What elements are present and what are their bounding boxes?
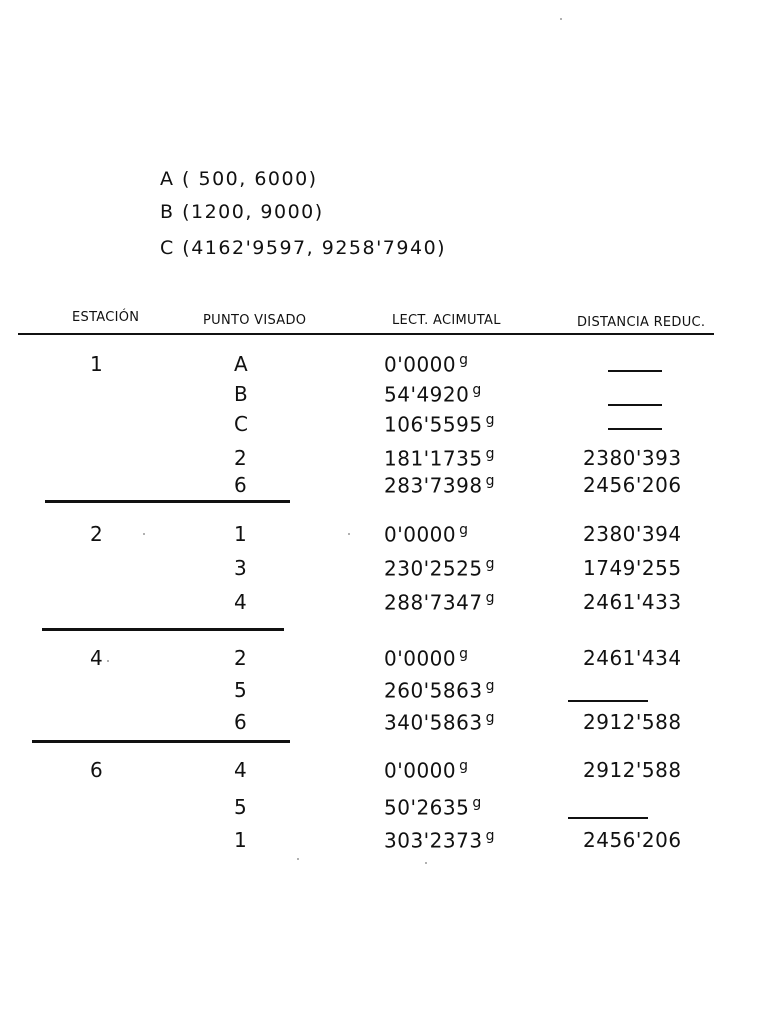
- header-lectura-acimutal: LECT. ACIMUTAL: [392, 313, 501, 328]
- grad-unit-symbol: g: [472, 795, 482, 811]
- lectura-acimutal-value: 340'5863: [384, 710, 483, 735]
- distancia-reducida-value: 2456'206: [583, 473, 682, 497]
- lectura-acimutal-value: 0'0000: [384, 646, 457, 671]
- lectura-acimutal-cell: [384, 678, 495, 703]
- grad-unit-symbol: g: [485, 446, 495, 462]
- distancia-empty-dash: [608, 370, 662, 372]
- scan-speck: [297, 858, 299, 860]
- distancia-empty-dash: [608, 404, 662, 406]
- lectura-acimutal-value: 50'2635: [384, 795, 470, 820]
- punto-visado-value: 6: [234, 473, 248, 497]
- distancia-reducida-value: 2380'394: [583, 522, 682, 546]
- distancia-reducida-value: 2912'588: [583, 758, 682, 782]
- estacion-value: 4: [90, 646, 104, 670]
- distancia-reducida-value: 2461'434: [583, 646, 682, 670]
- header-estacion: ESTACIÓN: [72, 310, 140, 325]
- lectura-acimutal-value: 0'0000: [384, 758, 457, 783]
- distancia-reducida-value: 2380'393: [583, 446, 682, 470]
- grad-unit-symbol: g: [485, 590, 495, 606]
- lectura-acimutal-value: 0'0000: [384, 522, 457, 547]
- grad-unit-symbol: g: [472, 382, 482, 398]
- table-row: [0, 446, 768, 476]
- point-c-coordinates: C (4162'9597, 9258'7940): [160, 237, 447, 259]
- scan-speck: [425, 862, 427, 864]
- table-row: [0, 646, 768, 676]
- lectura-acimutal-cell: [384, 352, 469, 377]
- grad-unit-symbol: g: [485, 473, 495, 489]
- punto-visado-value: 1: [234, 522, 248, 546]
- header-distancia-reducida: DISTANCIA REDUC.: [577, 315, 706, 330]
- lectura-acimutal-cell: [384, 590, 495, 615]
- lectura-acimutal-value: 0'0000: [384, 352, 457, 377]
- lectura-acimutal-cell: [384, 828, 495, 853]
- distancia-reducida-value: 2912'588: [583, 710, 682, 734]
- distancia-reducida-value: 2456'206: [583, 828, 682, 852]
- estacion-value: 1: [90, 352, 104, 376]
- punto-visado-value: A: [234, 352, 249, 376]
- scan-speck: [143, 533, 145, 535]
- lectura-acimutal-value: 54'4920: [384, 382, 470, 407]
- lectura-acimutal-cell: [384, 646, 469, 671]
- distancia-reducida-value: 1749'255: [583, 556, 682, 580]
- table-row: [0, 522, 768, 552]
- grad-unit-symbol: g: [485, 828, 495, 844]
- table-row: [0, 412, 768, 442]
- punto-visado-value: 3: [234, 556, 248, 580]
- grad-unit-symbol: g: [485, 412, 495, 428]
- lectura-acimutal-value: 106'5595: [384, 412, 483, 437]
- point-b-coordinates: B (1200, 9000): [160, 201, 324, 223]
- table-row: [0, 678, 768, 708]
- point-a-coordinates: A ( 500, 6000): [160, 168, 318, 190]
- punto-visado-value: 4: [234, 590, 248, 614]
- lectura-acimutal-cell: [384, 758, 469, 783]
- lectura-acimutal-cell: [384, 473, 495, 498]
- table-row: [0, 556, 768, 586]
- lectura-acimutal-cell: [384, 446, 495, 471]
- table-row: [0, 382, 768, 412]
- lectura-acimutal-cell: [384, 795, 482, 820]
- table-row: [0, 758, 768, 788]
- lectura-acimutal-value: 260'5863: [384, 678, 483, 703]
- table-row: [0, 590, 768, 620]
- table-row: [0, 795, 768, 825]
- lectura-acimutal-value: 303'2373: [384, 828, 483, 853]
- header-rule: [18, 333, 714, 335]
- scan-speck: [560, 18, 562, 20]
- distancia-empty-dash: [568, 700, 648, 702]
- group-separator: [42, 628, 284, 631]
- lectura-acimutal-cell: [384, 382, 482, 407]
- lectura-acimutal-cell: [384, 556, 495, 581]
- table-row: [0, 828, 768, 858]
- punto-visado-value: 5: [234, 678, 248, 702]
- grad-unit-symbol: g: [485, 710, 495, 726]
- punto-visado-value: 6: [234, 710, 248, 734]
- header-punto-visado: PUNTO VISADO: [203, 313, 307, 328]
- group-separator: [32, 740, 290, 743]
- grad-unit-symbol: g: [459, 758, 469, 774]
- grad-unit-symbol: g: [459, 522, 469, 538]
- estacion-value: 2: [90, 522, 104, 546]
- lectura-acimutal-value: 230'2525: [384, 556, 483, 581]
- distancia-empty-dash: [568, 817, 648, 819]
- punto-visado-value: 2: [234, 646, 248, 670]
- table-row: [0, 352, 768, 382]
- lectura-acimutal-value: 288'7347: [384, 590, 483, 615]
- grad-unit-symbol: g: [459, 352, 469, 368]
- grad-unit-symbol: g: [485, 556, 495, 572]
- scan-speck: [348, 533, 350, 535]
- distancia-empty-dash: [608, 428, 662, 430]
- lectura-acimutal-cell: [384, 710, 495, 735]
- punto-visado-value: 1: [234, 828, 248, 852]
- grad-unit-symbol: g: [485, 678, 495, 694]
- lectura-acimutal-cell: [384, 412, 495, 437]
- punto-visado-value: 4: [234, 758, 248, 782]
- distancia-reducida-value: 2461'433: [583, 590, 682, 614]
- group-separator: [45, 500, 290, 503]
- punto-visado-value: B: [234, 382, 249, 406]
- table-row: [0, 473, 768, 503]
- grad-unit-symbol: g: [459, 646, 469, 662]
- punto-visado-value: C: [234, 412, 249, 436]
- lectura-acimutal-value: 181'1735: [384, 446, 483, 471]
- estacion-value: 6: [90, 758, 104, 782]
- punto-visado-value: 2: [234, 446, 248, 470]
- table-row: [0, 710, 768, 740]
- lectura-acimutal-value: 283'7398: [384, 473, 483, 498]
- lectura-acimutal-cell: [384, 522, 469, 547]
- punto-visado-value: 5: [234, 795, 248, 819]
- scan-speck: [107, 660, 109, 662]
